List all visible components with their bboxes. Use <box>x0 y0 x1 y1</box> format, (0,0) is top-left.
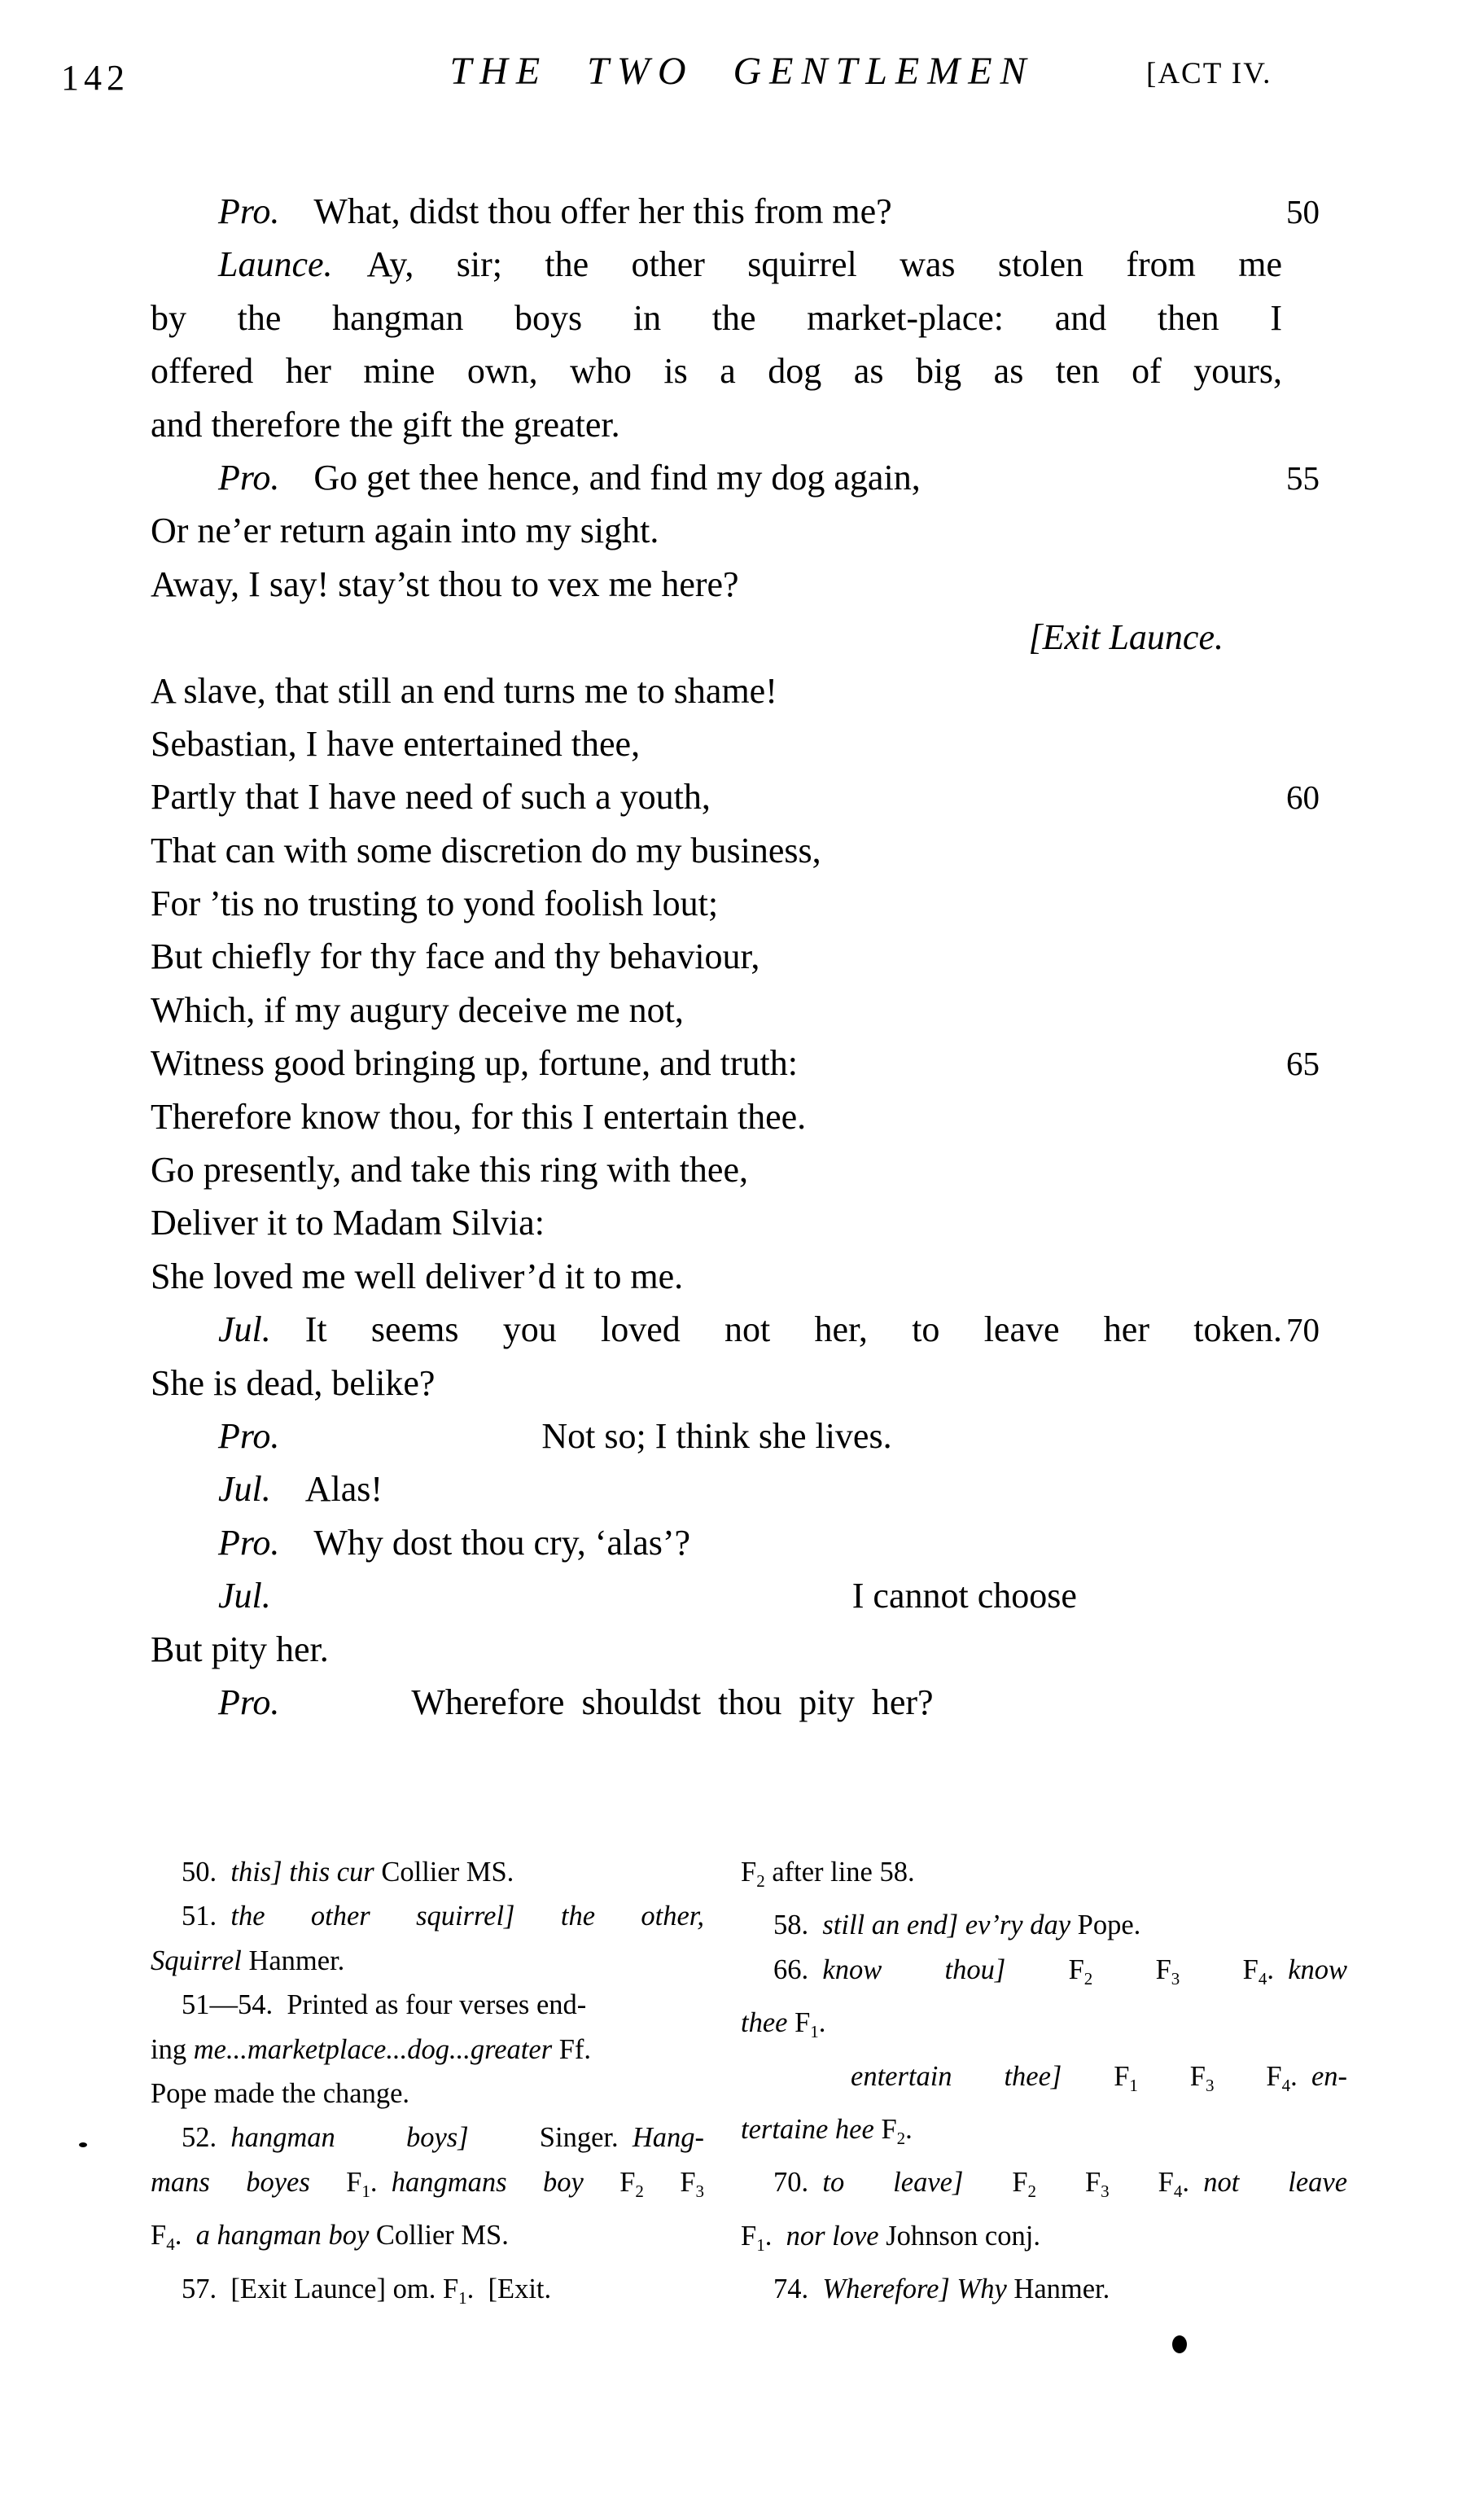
verse-line <box>151 1143 1282 1196</box>
footnote-text: . [Exit. <box>466 2273 552 2304</box>
footnote-text: . <box>174 2220 196 2252</box>
footnote-text: . <box>1290 2060 1311 2092</box>
footnote-text: F <box>795 2007 811 2039</box>
footnote-text: Ff. <box>558 2033 592 2065</box>
footnote-line <box>741 2107 1347 2160</box>
verse-line-speech <box>151 1676 1282 1729</box>
footnote-text: still an end] ev’ry day <box>822 1910 1078 1941</box>
verse-text: Away, I say! stay’st thou to vex me here? <box>151 563 739 604</box>
footnote-text: F <box>643 2166 696 2198</box>
verse-text: Alas! <box>304 1469 383 1510</box>
folio-subscript: 3 <box>1101 2181 1110 2202</box>
folio-subscript: 2 <box>1027 2181 1037 2202</box>
footnote-text: 66. <box>773 1953 823 1985</box>
footnote-text: F <box>1012 2167 1028 2199</box>
footnote-text: the other squirrel] the other, <box>230 1901 704 1932</box>
footnote-text: . <box>764 2220 786 2252</box>
footnote-text: after line 58. <box>764 1857 915 1888</box>
verse-text: I cannot choose <box>851 1576 1077 1616</box>
caesura-gap <box>313 1447 541 1448</box>
footnote-line <box>741 1903 1347 1947</box>
footnote-text: know <box>1288 1953 1348 1985</box>
footnote-line <box>151 2160 704 2213</box>
footnote-line <box>151 1939 704 1983</box>
footnote-text: . <box>1182 2167 1204 2199</box>
notes-column-right <box>741 1850 1347 2320</box>
verse-text: Sebastian, I have entertained thee, <box>151 723 641 764</box>
verse-line <box>151 877 1282 930</box>
footnote-text: F <box>1068 1953 1084 1985</box>
footnote-text: Collier MS. <box>381 1857 514 1888</box>
verse-line-speech <box>151 185 1320 238</box>
verse-line <box>151 558 1282 611</box>
footnote-text: F <box>1092 1953 1171 1985</box>
line-number: 50 <box>1286 193 1320 230</box>
footnote-text: 51. <box>182 1901 231 1932</box>
footnote-text: . <box>818 2007 826 2039</box>
speaker-abbrev: Launce. <box>218 244 333 285</box>
footnote-text: F <box>619 2166 636 2198</box>
footnote-text: Singer. <box>539 2122 633 2154</box>
verse-text: Wherefore shouldst thou pity her? <box>411 1682 934 1722</box>
verse-line <box>151 770 1320 823</box>
footnote-text: 58. <box>773 1910 823 1941</box>
footnote-line <box>151 1894 704 1938</box>
verse-text: and therefore the gift the greater. <box>151 404 620 445</box>
verse-text: A slave, that still an end turns me to shame! <box>151 670 777 711</box>
verse-line <box>151 1037 1320 1090</box>
folio-subscript: 1 <box>458 2287 467 2308</box>
verse-line-speech <box>151 1410 1282 1462</box>
verse-line <box>151 1357 1282 1410</box>
textual-notes-block <box>151 1850 1347 2320</box>
folio-subscript: 1 <box>810 2022 819 2042</box>
folio-subscript: 2 <box>756 1871 765 1891</box>
verse-line-speech <box>151 1303 1320 1356</box>
footnote-text: F <box>1180 1953 1259 1985</box>
footnote-text: ing <box>151 2033 194 2065</box>
footnote-text: F <box>1214 2060 1282 2092</box>
footnote-text: to leave] <box>822 2167 1013 2199</box>
verse-line <box>151 1090 1282 1143</box>
folio-subscript: 2 <box>896 2129 906 2149</box>
verse-line-speech <box>151 451 1320 504</box>
footnote-text: F <box>741 2220 757 2252</box>
verse-line <box>151 984 1282 1037</box>
verse-text: It seems you loved not her, to leave her token. <box>304 1309 1282 1350</box>
footnote-text: 57. [Exit Launce] om. F <box>182 2273 459 2304</box>
verse-text: But pity her. <box>151 1629 329 1669</box>
verse-text: Why dost thou cry, ‘alas’? <box>313 1522 691 1563</box>
verse-text: That can with some discretion do my business, <box>151 830 821 870</box>
footnote-text: F <box>1109 2167 1174 2199</box>
line-number: 60 <box>1286 778 1320 817</box>
speaker-abbrev: Jul. <box>218 1576 271 1616</box>
footnote-text: 70. <box>773 2167 823 2199</box>
verse-text: For ’tis no trusting to yond foolish lout; <box>151 884 719 924</box>
footnote-text: hangmans boy <box>391 2166 620 2198</box>
folio-subscript: 4 <box>1258 1968 1267 1989</box>
line-number: 65 <box>1286 1045 1320 1083</box>
caesura-gap <box>313 1713 411 1714</box>
speaker-abbrev: Jul. <box>218 1469 271 1510</box>
line-number: 55 <box>1286 458 1320 497</box>
footnote-text: tertaine hee <box>741 2114 882 2146</box>
footnote-text: me...marketplace...dog...greater <box>193 2033 559 2065</box>
speaker-abbrev: Pro. <box>218 457 280 498</box>
folio-subscript: 1 <box>361 2181 370 2201</box>
footnote-line <box>151 1850 704 1894</box>
footnote-text: Hanmer. <box>248 1945 345 1976</box>
verse-line <box>151 1250 1282 1303</box>
folio-subscript: 4 <box>1281 2075 1291 2095</box>
verse-text: Ay, sir; the other squirrel was stolen from me <box>366 244 1282 285</box>
verse-text: Go get thee hence, and find my dog again, <box>313 457 921 498</box>
footnote-line <box>151 2028 704 2072</box>
verse-text: Not so; I think she lives. <box>541 1415 892 1456</box>
folio-subscript: 1 <box>756 2234 765 2255</box>
footnote-text: . <box>370 2166 392 2198</box>
footnote-text: F <box>1137 2060 1206 2092</box>
verse-text: Or ne’er return again into my sight. <box>151 511 659 551</box>
footnote-text: F <box>741 1857 757 1888</box>
act-scene-label: [ACT IV. <box>1146 57 1272 90</box>
footnote-line <box>741 1948 1347 2001</box>
footnote-text: . <box>905 2114 913 2146</box>
verse-text: Partly that I have need of such a youth, <box>151 777 711 818</box>
verse-line-speech <box>151 238 1282 291</box>
footnote-text: F <box>1114 2060 1130 2092</box>
footnote-line <box>151 2116 704 2160</box>
footnote-text: not leave <box>1203 2167 1348 2199</box>
verse-line-speech <box>151 1569 1282 1622</box>
footnote-text: Hanmer. <box>1013 2274 1110 2305</box>
verse-line <box>151 930 1282 983</box>
footnote-text: F <box>346 2166 362 2198</box>
speaker-abbrev: Pro. <box>218 1682 280 1722</box>
folio-subscript: 4 <box>166 2234 175 2255</box>
folio-subscript: 4 <box>1173 2181 1183 2202</box>
verse-line <box>151 824 1282 877</box>
verse-line <box>151 717 1282 770</box>
footnote-line <box>741 2001 1347 2054</box>
running-title: THE TWO GENTLEMEN <box>449 50 1035 93</box>
footnote-line <box>151 1983 704 2027</box>
verse-line-speech <box>151 1516 1282 1569</box>
folio-subscript: 3 <box>1205 2075 1215 2095</box>
verse-line <box>151 398 1282 451</box>
footnote-text: a hangman boy <box>195 2220 376 2252</box>
ink-dot-artifact <box>1172 2335 1187 2353</box>
verse-line <box>151 292 1282 344</box>
footnote-text: hangman boys] <box>230 2122 540 2154</box>
line-number: 70 <box>1286 1311 1320 1349</box>
verse-text: Go presently, and take this ring with thee, <box>151 1150 748 1190</box>
verse-text: Which, if my augury deceive me not, <box>151 989 684 1030</box>
folio-subscript: 1 <box>1129 2075 1138 2095</box>
verse-text: offered her mine own, who is a dog as big as ten of yours, <box>151 351 1282 392</box>
verse-line <box>151 344 1282 397</box>
verse-text: She is dead, belike? <box>151 1362 436 1403</box>
verse-text: What, didst thou offer her this from me? <box>313 191 892 231</box>
page-number: 142 <box>61 58 129 98</box>
footnote-text: 74. <box>773 2274 823 2305</box>
footnote-text: nor love <box>786 2220 886 2252</box>
verse-text: Witness good bringing up, fortune, and truth: <box>151 1043 799 1084</box>
speaker-abbrev: Pro. <box>218 1522 280 1563</box>
verse-line <box>151 1196 1282 1249</box>
verse-text: by the hangman boys in the market-place: and then I <box>151 297 1282 338</box>
verse-text: Therefore know thou, for this I entertain thee. <box>151 1096 807 1137</box>
footnote-text: know thou] <box>822 1953 1069 1985</box>
footnote-text: 52. <box>182 2122 231 2154</box>
footnote-text: Hang- <box>632 2122 704 2154</box>
footnote-text: Johnson conj. <box>886 2220 1040 2252</box>
footnote-line <box>741 2054 1347 2107</box>
footnote-text: Collier MS. <box>375 2220 509 2252</box>
folio-subscript: 3 <box>1171 1968 1180 1989</box>
footnote-text: mans boyes <box>151 2166 347 2198</box>
footnote-line <box>741 2214 1347 2267</box>
verse-text: Deliver it to Madam Silvia: <box>151 1203 545 1243</box>
folio-subscript: 2 <box>1083 1968 1093 1989</box>
footnote-line <box>151 2213 704 2266</box>
footnote-text: Wherefore] Why <box>822 2274 1014 2305</box>
footnote-text: entertain thee] <box>851 2060 1114 2092</box>
footnote-text: 50. <box>182 1857 231 1888</box>
verse-line-speech <box>151 1462 1282 1515</box>
footnote-text: thee <box>741 2007 795 2039</box>
play-text-block <box>151 185 1320 1729</box>
verse-text: [Exit Launce. <box>1028 617 1224 658</box>
verse-line <box>151 664 1282 717</box>
folio-subscript: 3 <box>695 2181 705 2201</box>
footnote-line <box>741 1850 1347 1903</box>
footnote-line <box>151 2072 704 2116</box>
footnote-text: Pope. <box>1077 1910 1141 1941</box>
notes-column-left <box>151 1850 704 2320</box>
footnote-text: en- <box>1311 2060 1347 2092</box>
footnote-text: F <box>1036 2167 1101 2199</box>
verse-text: She loved me well deliver’d it to me. <box>151 1256 684 1296</box>
page-header <box>0 49 1484 114</box>
footnote-text: F <box>151 2220 167 2252</box>
speaker-abbrev: Pro. <box>218 191 280 231</box>
footnote-text: Pope made the change. <box>151 2078 410 2110</box>
footnote-text: this] this cur <box>230 1857 382 1888</box>
verse-text: But chiefly for thy face and thy behaviour, <box>151 936 760 977</box>
footnote-text: 51—54. Printed as four verses end- <box>182 1989 587 2021</box>
footnote-text: F <box>881 2114 897 2146</box>
speaker-abbrev: Pro. <box>218 1415 280 1456</box>
verse-line <box>151 504 1282 557</box>
speaker-abbrev: Jul. <box>218 1309 271 1350</box>
footnote-text: Squirrel <box>151 1945 249 1976</box>
folio-subscript: 2 <box>635 2181 644 2201</box>
footnote-line <box>741 2267 1347 2311</box>
footnote-text: . <box>1267 1953 1289 1985</box>
ink-speck-artifact <box>79 2142 87 2147</box>
verse-line <box>151 1623 1282 1676</box>
footnote-line <box>151 2267 704 2320</box>
verse-line <box>151 611 1282 664</box>
footnote-line <box>741 2160 1347 2213</box>
